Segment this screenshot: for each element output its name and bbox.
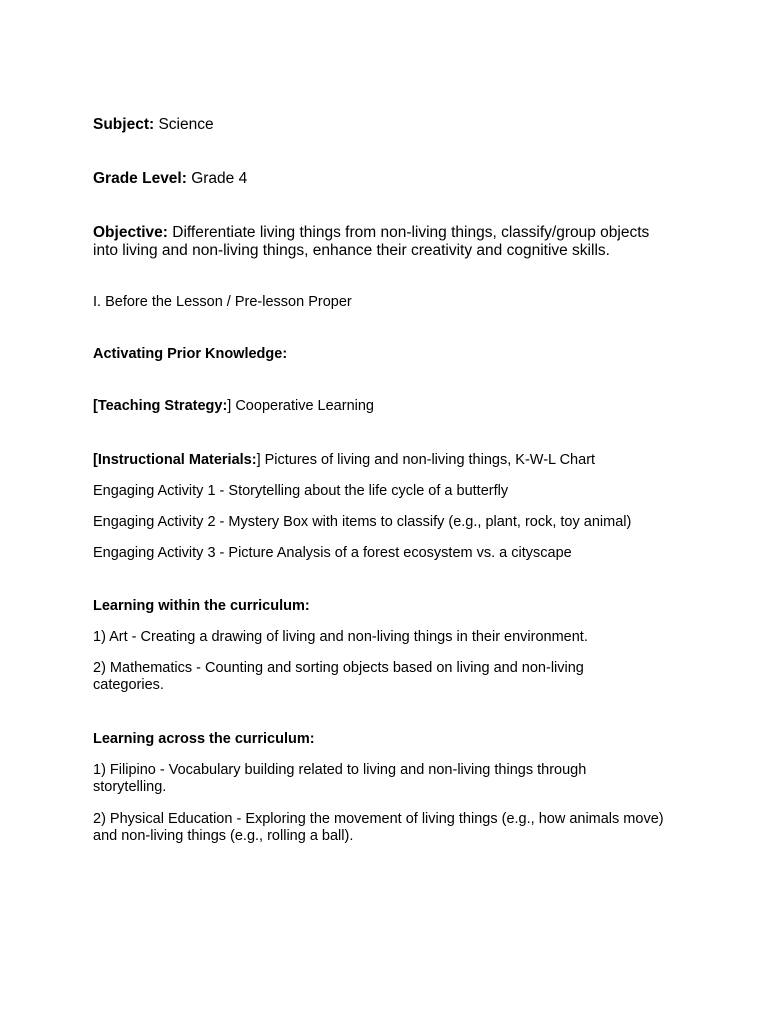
within-curriculum-heading: Learning within the curriculum: bbox=[93, 598, 310, 614]
engaging-activity-1: Engaging Activity 1 - Storytelling about the life cycle of a butterfly bbox=[93, 483, 509, 499]
before-lesson-heading: I. Before the Lesson / Pre-lesson Proper bbox=[93, 294, 352, 310]
lesson-plan-page bbox=[93, 0, 693, 1024]
engaging-activity-2: Engaging Activity 2 - Mystery Box with items to classify (e.g., plant, rock, toy animal) bbox=[93, 514, 632, 530]
teaching-strategy-label: [Teaching Strategy: bbox=[93, 398, 228, 414]
subject-label: Subject: bbox=[93, 116, 155, 133]
grade-level-label: Grade Level: bbox=[93, 170, 187, 187]
instructional-materials-line bbox=[93, 452, 693, 469]
grade-level-value: Grade 4 bbox=[186, 170, 248, 187]
objective-value: Differentiate living things from non-living things, classify/group objects into living and non-living things, enhance their creativity and cognitive skills. bbox=[93, 224, 650, 259]
instructional-materials-label: [Instructional Materials: bbox=[93, 452, 257, 468]
instructional-materials-value: ] Pictures of living and non-living things, K-W-L Chart bbox=[256, 452, 596, 468]
objective-label: Objective: bbox=[93, 224, 168, 241]
across-curriculum-heading: Learning across the curriculum: bbox=[93, 731, 315, 747]
subject-line bbox=[93, 116, 693, 134]
within-curriculum-item-1: 1) Art - Creating a drawing of living and non-living things in their environment. bbox=[93, 629, 588, 645]
engaging-activity-3: Engaging Activity 3 - Picture Analysis of a forest ecosystem vs. a cityscape bbox=[93, 545, 572, 561]
activating-prior-knowledge-heading: Activating Prior Knowledge: bbox=[93, 346, 288, 362]
objective-paragraph bbox=[93, 224, 678, 260]
across-curriculum-item-2: 2) Physical Education - Exploring the movement of living things (e.g., how animals move) and non-living things (e.g., rolling a ball). bbox=[93, 811, 664, 844]
teaching-strategy-line bbox=[93, 398, 693, 415]
within-curriculum-item-2: 2) Mathematics - Counting and sorting objects based on living and non-living categories. bbox=[93, 660, 584, 693]
across-curriculum-item-1: 1) Filipino - Vocabulary building related to living and non-living things through storytelling. bbox=[93, 762, 587, 795]
subject-value: Science bbox=[154, 116, 214, 133]
teaching-strategy-value: ] Cooperative Learning bbox=[227, 398, 374, 414]
grade-level-line bbox=[93, 170, 693, 188]
